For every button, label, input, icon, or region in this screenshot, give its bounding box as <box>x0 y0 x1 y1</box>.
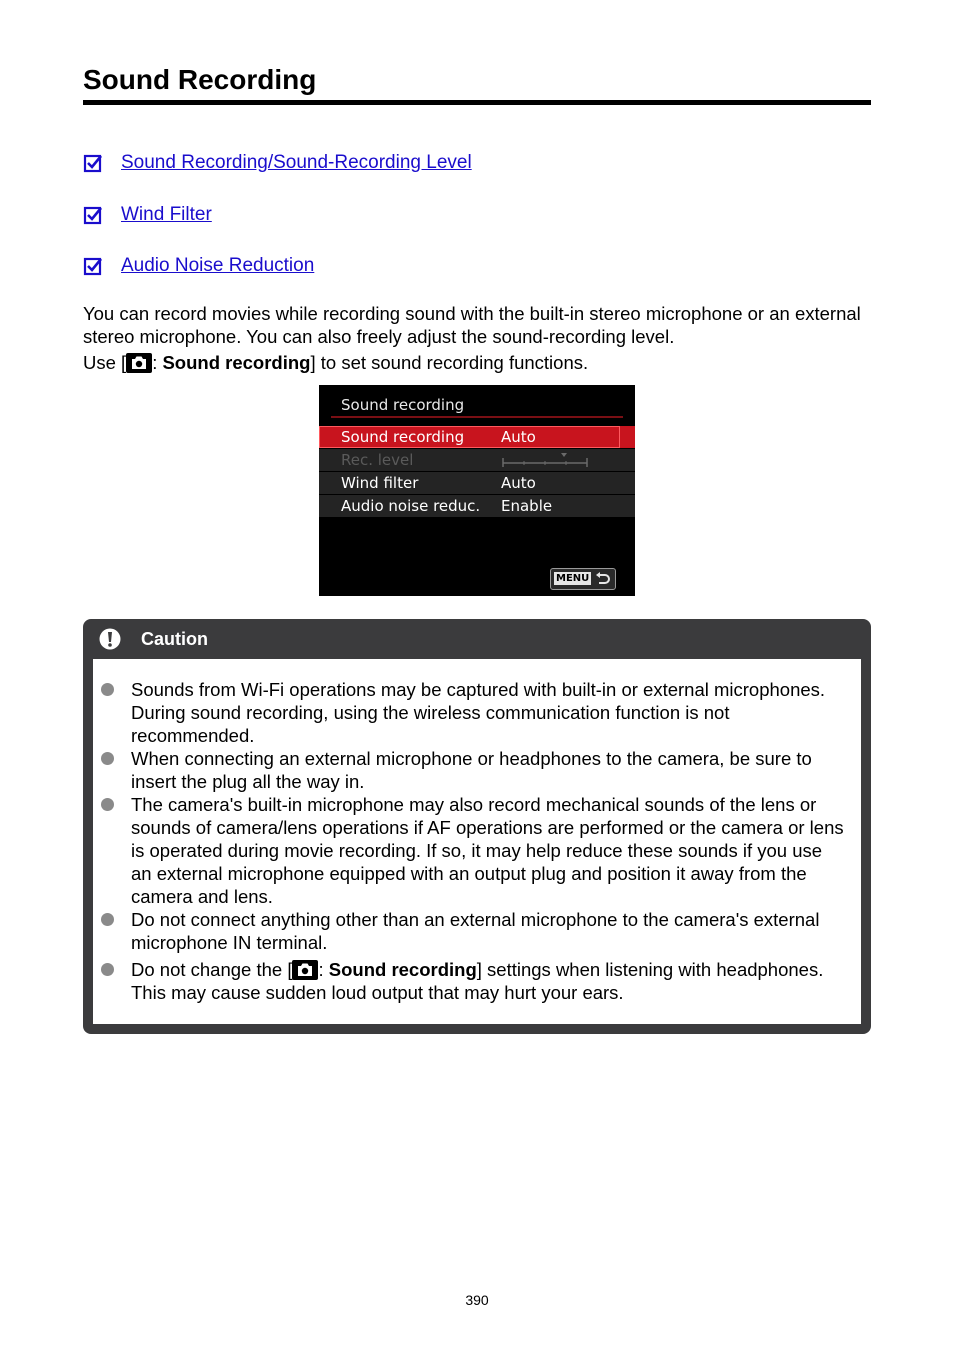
toc-link[interactable]: Audio Noise Reduction <box>121 255 315 276</box>
bullet-icon <box>101 963 114 976</box>
return-arrow-icon <box>595 571 611 587</box>
bullet-icon <box>101 798 114 811</box>
caution-list <box>93 678 861 1004</box>
camera-tab-icon <box>292 960 318 980</box>
title-divider <box>331 416 623 418</box>
camera-menu-row-rec-level: Rec. level <box>319 449 635 471</box>
sound-recording-menu-name: Sound recording <box>162 352 311 373</box>
caution-box <box>83 619 871 1034</box>
menu-back-button[interactable]: MENU <box>550 568 616 590</box>
camera-menu-title: Sound recording <box>341 396 465 414</box>
toc-item-wind-filter[interactable] <box>83 202 871 228</box>
bullet-icon <box>101 683 114 696</box>
list-item: Do not connect anything other than an external microphone to the camera's external microphone IN terminal. <box>93 908 861 954</box>
camera-menu-row-wind-filter[interactable]: Wind filter Auto <box>319 472 635 494</box>
toc-link[interactable]: Wind Filter <box>121 203 212 225</box>
warning-icon <box>99 628 121 650</box>
table-of-contents <box>83 150 871 305</box>
caution-body <box>93 659 861 1024</box>
camera-menu-row-audio-noise-reduc[interactable]: Audio noise reduc. Enable <box>319 495 635 517</box>
intro-use-line: Use [ : Sound recording] to set sound recording functions. <box>83 352 589 373</box>
checkbox-icon <box>83 256 103 276</box>
bullet-icon <box>101 913 114 926</box>
camera-menu-screenshot <box>319 385 635 596</box>
toc-item-audio-noise-reduction[interactable] <box>83 253 871 279</box>
page-title: Sound Recording <box>83 62 871 105</box>
caution-label: Caution <box>141 629 208 649</box>
checkbox-icon <box>83 153 103 173</box>
intro-text <box>83 302 873 374</box>
rec-level-scale-icon <box>501 451 591 469</box>
checkbox-icon <box>83 205 103 225</box>
list-item: Sounds from Wi-Fi operations may be captured with built-in or external microphones. During sound recording, using the wireless communication function is not recommended. <box>93 678 861 747</box>
list-item: The camera's built-in microphone may also record mechanical sounds of the lens or sounds of camera/lens operations if AF operations are performed or the camera or lens is operated during movie recording. If so, it may help reduce these sounds if you use an external microphone equipped with an output plug and position it away from the camera and lens. <box>93 793 861 908</box>
camera-tab-icon <box>126 353 152 373</box>
intro-paragraph: You can record movies while recording sound with the built-in stereo microphone or an external stereo microphone. You can also freely adjust the sound-recording level. <box>83 303 861 347</box>
list-item: Do not change the [ : Sound recording] settings when listening with headphones. This may cause sudden loud output that may hurt your ears. <box>93 958 861 1004</box>
toc-item-sound-recording[interactable] <box>83 150 871 176</box>
caution-header <box>83 619 871 659</box>
bullet-icon <box>101 752 114 765</box>
list-item: When connecting an external microphone or headphones to the camera, be sure to insert the plug all the way in. <box>93 747 861 793</box>
page-number: 390 <box>465 1292 489 1308</box>
toc-link[interactable]: Sound Recording/Sound-Recording Level <box>121 152 472 173</box>
camera-menu-row-sound-recording[interactable]: Sound recording Auto <box>319 426 635 448</box>
